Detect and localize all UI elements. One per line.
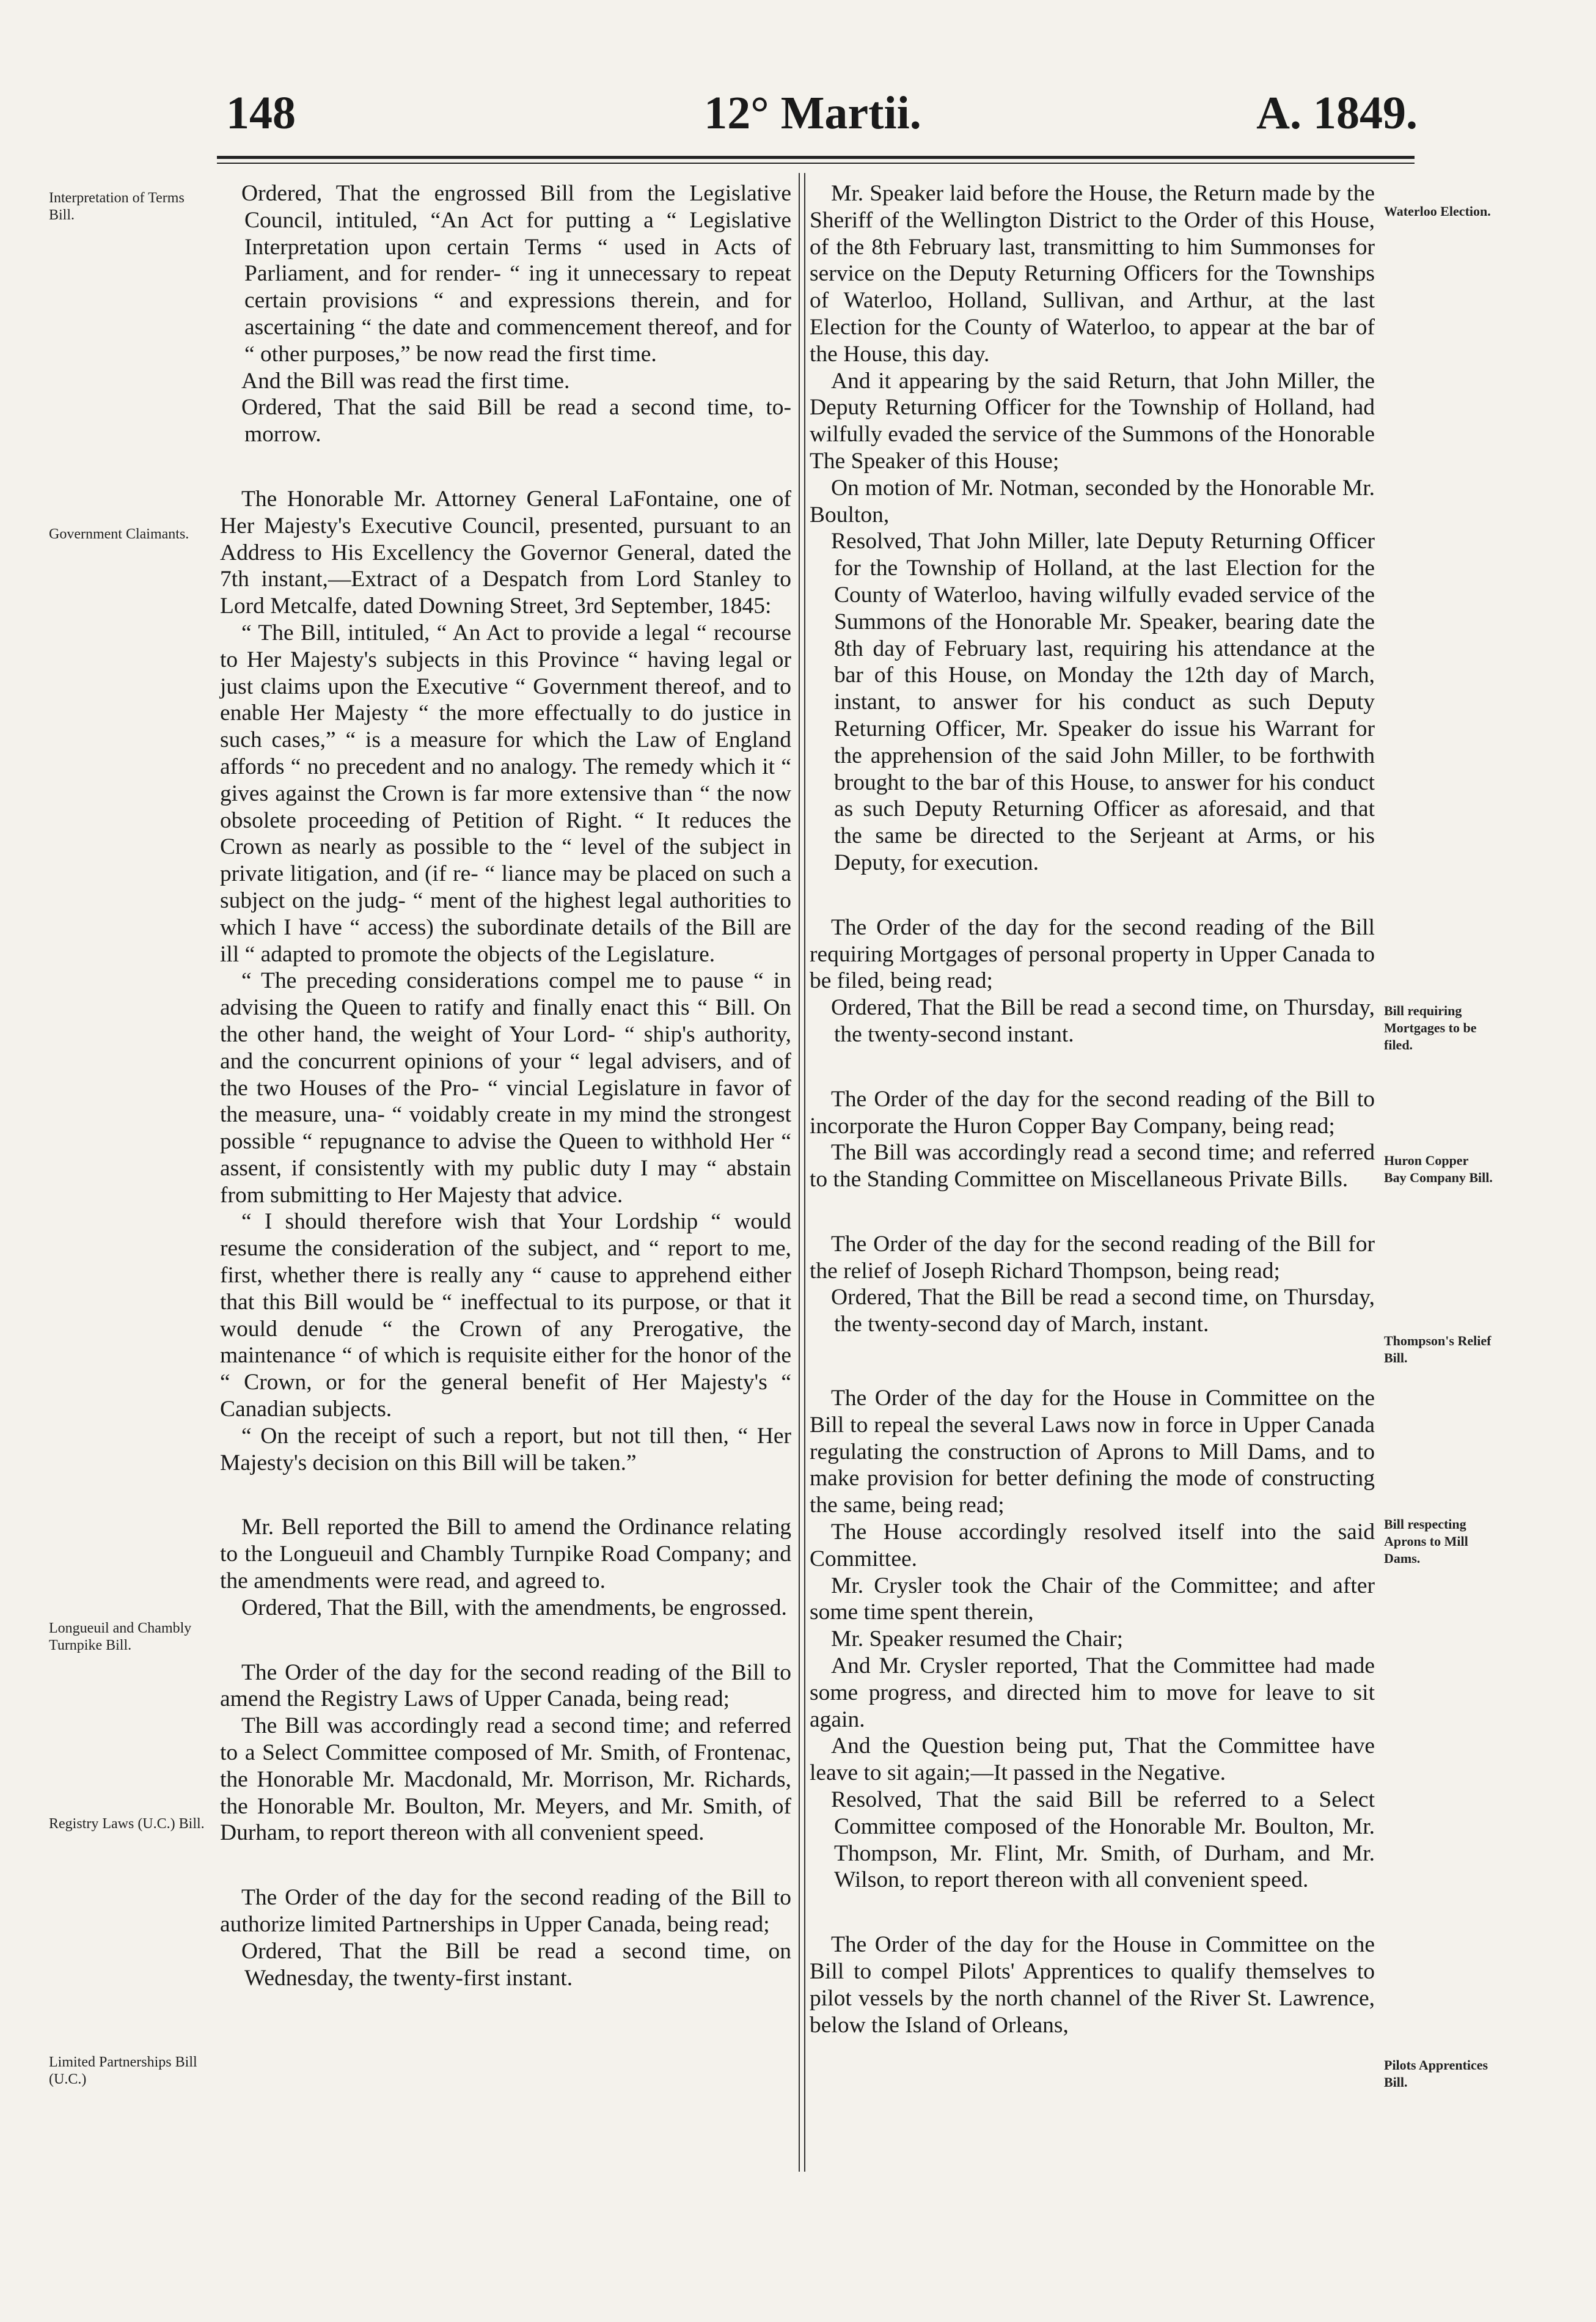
margin-note: Thompson's Relief Bill. <box>1384 1333 1492 1365</box>
paragraph: Ordered, That the Bill, with the amendments, be engrossed. <box>241 1595 787 1620</box>
margin-note: Interpretation of Terms Bill. <box>49 190 185 223</box>
paragraph: The Order of the day for the second reading of the Bill for the relief of Joseph Richard Thompson, being read; <box>810 1231 1375 1284</box>
paragraph-gap <box>810 1348 1375 1375</box>
paragraph-gap <box>220 1486 791 1504</box>
column-divider <box>804 173 805 2172</box>
paragraph: The Bill was accordingly read a second time; and referred to the Standing Committee on Miscellaneous Private Bills. <box>810 1140 1375 1192</box>
column-divider <box>799 173 800 2172</box>
margin-note: Limited Partnerships Bill (U.C.) <box>49 2054 197 2087</box>
paragraph: Resolved, That John Miller, late Deputy Returning Officer for the Township of Holland, at the last Election for the County of Waterloo, having wilfully evaded service of the Summons of the Honorable Mr. Speaker, bearing date the 8th day of February last, requiring his attendance at the bar of this House, on Monday the 12th day of March, instant, to answer for his conduct as such Deputy Returning Officer, Mr. Speaker do issue his Warrant for the apprehension of the said John Miller, to be forthwith brought to the bar of this House, to answer for his conduct as such Deputy Returning Officer as aforesaid, and that the same be directed to the Serjeant at Arms, or his Deputy, for execution. <box>831 529 1375 875</box>
paragraph: Mr. Speaker resumed the Chair; <box>831 1626 1123 1652</box>
page-header <box>202 0 1424 153</box>
header-rule-thick <box>217 156 1415 159</box>
paragraph: Ordered, That the Bill be read a second time, on Thursday, the twenty-second instant. <box>831 995 1375 1047</box>
paragraph: The Order of the day for the second reading of the Bill to authorize limited Partnerships in Upper Canada, being read; <box>220 1885 791 1938</box>
paragraph: The House accordingly resolved itself into the said Committee. <box>810 1519 1375 1571</box>
right-column <box>810 180 1375 2038</box>
left-column <box>220 180 791 1991</box>
paragraph: The Order of the day for the House in Committee on the Bill to repeal the several Laws now in force in Upper Canada regulating the construction of Aprons to Mill Dams, and to make provision for better defining the mode of constructing the same, being read; <box>810 1386 1375 1518</box>
paragraph: Mr. Bell reported the Bill to amend the Ordinance relating to the Longueuil and Chambly Turnpike Road Company; and the amendments were read, and agreed to. <box>220 1515 791 1594</box>
paragraph: Ordered, That the Bill be read a second time, on Thursday, the twenty-second day of March, instant. <box>831 1285 1375 1337</box>
paragraph: Resolved, That the said Bill be referred to a Select Committee composed of the Honorable Mr. Boulton, Mr. Thompson, Mr. Flint, Mr. Smith, of Durham, and Mr. Wilson, to report thereon with all convenient speed. <box>831 1787 1375 1893</box>
page-date: 12° Martii. <box>704 87 921 139</box>
paragraph: And the Question being put, That the Committee have leave to sit again;—It passed in the Negative. <box>810 1733 1375 1786</box>
paragraph-gap <box>810 886 1375 905</box>
paragraph-gap <box>810 1903 1375 1922</box>
paragraph: Ordered, That the said Bill be read a second time, to-morrow. <box>241 395 791 447</box>
header-rule-thin <box>217 163 1415 164</box>
margin-note: Waterloo Election. <box>1384 204 1491 219</box>
margin-note: Registry Laws (U.C.) Bill. <box>49 1816 205 1832</box>
paragraph: The Order of the day for the second reading of the Bill requiring Mortgages of personal property in Upper Canada to be filed, being read; <box>810 914 1375 994</box>
paragraph-gap <box>810 1058 1375 1076</box>
paragraph-gap <box>810 1203 1375 1221</box>
margin-note: Pilots Apprentices Bill. <box>1384 2057 1488 2090</box>
paragraph: And the Bill was read the first time. <box>241 368 570 394</box>
paragraph: The Order of the day for the second reading of the Bill to incorporate the Huron Copper Bay Company, being read; <box>810 1086 1375 1139</box>
paragraph: The Bill was accordingly read a second time; and referred to a Select Committee composed of Mr. Smith, of Frontenac, the Honorable Mr. Macdonald, Mr. Morrison, Mr. Richards, the Honorable Mr. Boulton, Mr. Meyers, and Mr. Smith, of Durham, to report thereon with all convenient speed. <box>220 1713 791 1846</box>
margin-note: Government Claimants. <box>49 526 189 542</box>
page-year: A. 1849. <box>1256 87 1418 139</box>
paragraph: Mr. Crysler took the Chair of the Committee; and after some time spent therein, <box>810 1573 1375 1625</box>
paragraph-gap <box>220 458 791 476</box>
paragraph: And Mr. Crysler reported, That the Committee had made some progress, and directed him to move for leave to sit again. <box>810 1653 1375 1732</box>
margin-note: Bill respecting Aprons to Mill Dams. <box>1384 1516 1468 1566</box>
paragraph-gap <box>220 1856 791 1875</box>
paragraph: “ I should therefore wish that Your Lordship “ would resume the consideration of the subject, and “ report to me, first, whether there is really any “ cause to apprehend either that this Bill would be “ ineffectual to its purpose, or that it would denude “ the Crown of any Prerogative, the maintenance “ of which is requisite either for the honor of the “ Crown, or for the general benefit of Her Majesty's “ Canadian subjects. <box>220 1209 791 1422</box>
paragraph-gap <box>220 1631 791 1650</box>
paragraph: Mr. Speaker laid before the House, the Return made by the Sheriff of the Wellington District to the Order of this House, of the 8th February last, transmitting to him Summonses for service on the Deputy Returning Officers for the Townships of Waterloo, Holland, Sullivan, and Arthur, at the last Election for the County of Waterloo, to appear at the bar of the House, this day. <box>810 181 1375 367</box>
page-number: 148 <box>226 87 296 139</box>
paragraph: And it appearing by the said Return, that John Miller, the Deputy Returning Officer for the Township of Holland, had wilfully evaded the service of the Summons of the Honorable The Speaker of this House; <box>810 368 1375 474</box>
paragraph: Ordered, That the Bill be read a second time, on Wednesday, the twenty-first instant. <box>241 1938 791 1991</box>
paragraph: The Honorable Mr. Attorney General LaFontaine, one of Her Majesty's Executive Council, presented, pursuant to an Address to His Excellency the Governor General, dated the 7th instant,—Extract of a Despatch from Lord Stanley to Lord Metcalfe, dated Downing Street, 3rd September, 1845: <box>220 486 791 619</box>
paragraph: “ On the receipt of such a report, but not till then, “ Her Majesty's decision on this Bill will be taken.” <box>220 1423 791 1475</box>
paragraph: Ordered, That the engrossed Bill from the Legislative Council, intituled, “An Act for putting a “ Legislative Interpretation upon certain Terms “ used in Acts of Parliament, and for render- “ ing it unnecessary to repeat certain provisions “ and expressions therein, and for ascertaining “ the date and commencement thereof, and for “ other purposes,” be now read the first time. <box>241 181 791 367</box>
paragraph: “ The preceding considerations compel me to pause “ in advising the Queen to ratify and finally enact this “ Bill. On the other hand, the weight of Your Lord- “ ship's authority, and the concurrent opinions of your “ legal advisers, and of the two Houses of the Pro- “ vincial Legislature in favor of the measure, una- “ voidably create in my mind the strongest possible “ repugnance to advise the Queen to withhold Her “ assent, if consistently with my public duty I may “ abstain from submitting to Her Majesty that advice. <box>220 968 791 1208</box>
margin-note: Huron Copper Bay Company Bill. <box>1384 1153 1493 1185</box>
paragraph: The Order of the day for the House in Committee on the Bill to compel Pilots' Apprentices to qualify themselves to pilot vessels by the north channel of the River St. Lawrence, below the Island of Orleans, <box>810 1932 1375 2038</box>
margin-note: Longueuil and Chambly Turnpike Bill. <box>49 1620 192 1653</box>
paragraph: “ The Bill, intituled, “ An Act to provide a legal “ recourse to Her Majesty's subjects in this Province “ having legal or just claims upon the Executive “ Government thereof, and to enable Her Majesty “ the more effectually to do justice in such cases,” “ is a measure for which the Law of England affords “ no precedent and no analogy. The remedy which it “ gives against the Crown is far more extensive than “ the now obsolete proceeding of Petition of Right. “ It reduces the Crown as nearly as possible to the “ level of the subject in private litigation, and (if re- “ liance may be placed on such a subject on the judg- “ ment of the highest legal authorities to which I have “ access) the subordinate details of the Bill are ill “ adapted to promote the objects of the Legislature. <box>220 620 791 967</box>
paragraph: On motion of Mr. Notman, seconded by the Honorable Mr. Boulton, <box>810 475 1375 527</box>
margin-note: Bill requiring Mortgages to be filed. <box>1384 1003 1477 1053</box>
paragraph: The Order of the day for the second reading of the Bill to amend the Registry Laws of Upper Canada, being read; <box>220 1659 791 1712</box>
